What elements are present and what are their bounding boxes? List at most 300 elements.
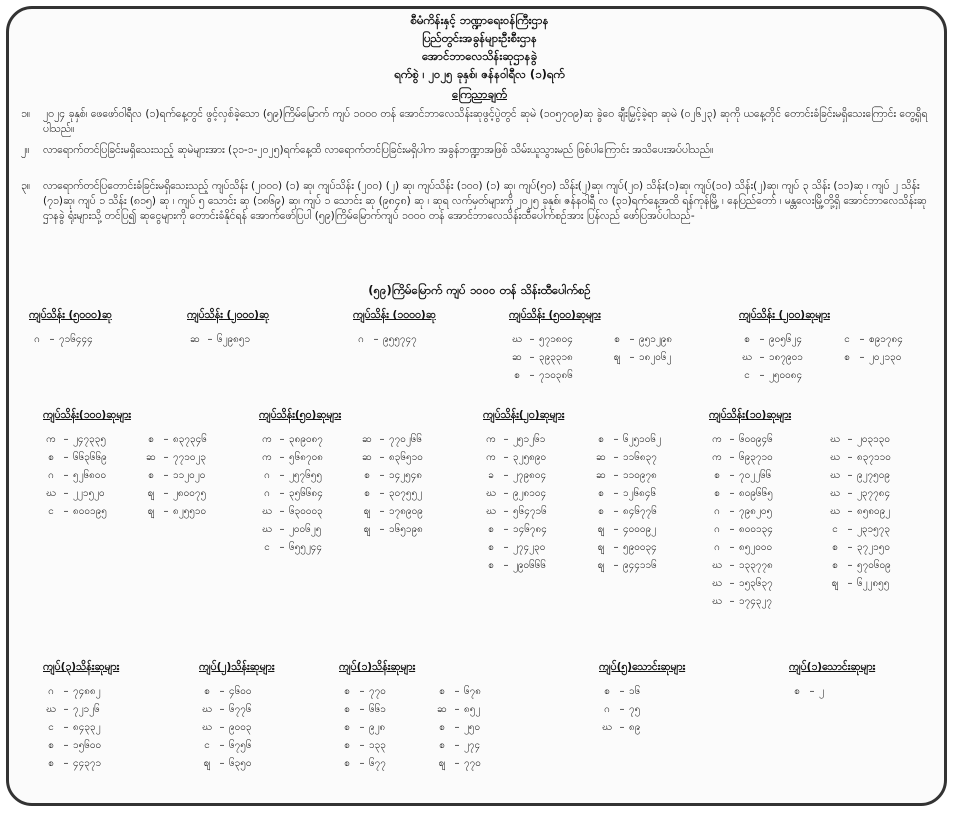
dash: – xyxy=(529,334,535,345)
ticket-digits: ၂၃၁၅၇၃ xyxy=(857,524,891,535)
dash: – xyxy=(503,542,509,553)
ticket-number xyxy=(827,523,890,537)
ticket-series: က xyxy=(486,452,496,463)
prize-section-title: ကျပ်(၅)သောင်းဆုများ xyxy=(599,661,686,673)
ticket-digits: ၆၂၉၈၅၁ xyxy=(217,334,251,345)
dash: – xyxy=(379,452,385,463)
ticket-digits: ၈၉ xyxy=(629,722,641,733)
ticket-series: စ xyxy=(844,352,850,363)
ticket-series: စ xyxy=(604,686,610,697)
paragraph-text: လာရောက်တင်ပြခြင်းမရှိသေးသည့် ဆုမဲများအား (၃၁-၁-၂၀၂၅)ရက်နေ့ထိ လာရောက်တင်ပြခြင်းမရှိပါက အခွန်ဘဏ္ဍာအဖြစ် သိမ်းယူသွားမည် ဖြစ်ပါကြောင်း အသိပေးအပ်ပါသည်။ xyxy=(43,144,714,156)
ticket-series: က xyxy=(46,434,56,445)
ticket-number xyxy=(609,333,672,347)
ticket-number xyxy=(187,333,250,347)
ticket-series: ဈ xyxy=(597,542,605,553)
prize-section-title: ကျပ်သိန်း (၂၀၀၀)ဆု xyxy=(187,309,270,321)
ticket-digits: ၉၂၇၅၀၉ xyxy=(857,470,891,481)
ticket-series: ဃ xyxy=(202,704,212,715)
ticket-number xyxy=(709,523,773,537)
dash: – xyxy=(279,470,285,481)
ticket-digits: ၂၄၇၃၃၅ xyxy=(73,434,107,445)
ticket-digits: ၈၅၂ xyxy=(464,704,481,715)
dash: – xyxy=(503,506,509,517)
ticket-number xyxy=(593,469,657,483)
dash: – xyxy=(629,352,635,363)
dash: – xyxy=(613,488,619,499)
dash: – xyxy=(219,686,225,697)
ticket-digits: ၁၃၃ xyxy=(369,740,386,751)
dash: – xyxy=(847,542,853,553)
ticket-number xyxy=(353,333,417,347)
ticket-digits: ၁၆ xyxy=(629,686,641,697)
ticket-digits: ၆၅၅၂၄၄ xyxy=(289,542,323,553)
ticket-series: စ xyxy=(714,488,720,499)
dash: – xyxy=(63,488,69,499)
ticket-digits: ၆၃၅၀ xyxy=(229,758,252,769)
ticket-number xyxy=(434,703,480,717)
ticket-series: စ xyxy=(714,470,720,481)
ticket-digits: ၆၃၀၀၀၃ xyxy=(289,506,323,517)
ticket-number xyxy=(593,559,657,573)
ticket-series: ဆ xyxy=(437,704,447,715)
ticket-number xyxy=(593,505,657,519)
ticket-digits: ၆၇၇ xyxy=(369,758,386,769)
ticket-number xyxy=(43,451,107,465)
prize-list-title: (၅၉)ကြိမ်မြောက် ကျပ် ၁၀၀၀ တန် သိန်းထီပေါက်စဉ် xyxy=(368,283,591,297)
ticket-number xyxy=(483,487,546,501)
dash: – xyxy=(219,758,225,769)
ticket-series: စ xyxy=(148,434,154,445)
ticket-number xyxy=(339,703,386,717)
ticket-series: စ xyxy=(794,686,800,697)
ticket-number xyxy=(609,351,671,365)
dash: – xyxy=(63,470,69,481)
ticket-digits: ၁၁၂၀၂၀ xyxy=(173,470,206,481)
ticket-number xyxy=(709,487,773,501)
prize-section-title: ကျပ်သိန်း(၁၀၀)ဆုများ xyxy=(43,409,131,421)
dash: – xyxy=(63,722,69,733)
ticket-number xyxy=(199,685,252,699)
ticket-digits: ၁၁၀၉၇၈ xyxy=(623,470,657,481)
ticket-series: ဂ xyxy=(714,524,720,535)
dash: – xyxy=(63,434,69,445)
ticket-number xyxy=(259,505,323,519)
ticket-digits: ၅၇၀၆၀၉ xyxy=(857,560,891,571)
ticket-digits: ၈၄၃၃၂ xyxy=(73,722,101,733)
ticket-series: က xyxy=(262,452,272,463)
ticket-series: ဃ xyxy=(202,722,212,733)
ticket-digits: ၁၇၄၃၂၇ xyxy=(739,596,773,607)
ticket-series: ဆ xyxy=(596,452,606,463)
dash: – xyxy=(729,596,735,607)
ticket-digits: ၉၅၅၇၄၇ xyxy=(383,334,417,345)
ticket-series: ဂ xyxy=(358,334,364,345)
ticket-series: စ xyxy=(832,542,838,553)
dash: – xyxy=(847,470,853,481)
prize-section xyxy=(353,309,436,345)
ticket-series: ဂ xyxy=(604,704,610,715)
dash: – xyxy=(219,740,225,751)
ticket-digits: ၅၂၆၈၀၀ xyxy=(73,470,107,481)
ticket-number xyxy=(709,577,773,591)
dash: – xyxy=(359,722,365,733)
ticket-series: စ xyxy=(364,488,370,499)
dash: – xyxy=(729,470,735,481)
dash: – xyxy=(847,434,853,445)
ticket-series: ဂ xyxy=(714,506,720,517)
ticket-digits: ၃၅၆၆၈၄ xyxy=(289,488,323,499)
dash: – xyxy=(529,370,535,381)
dash: – xyxy=(847,488,853,499)
ticket-digits: ၁၇၈၉၀၉ xyxy=(389,506,423,517)
ticket-digits: ၈၃၆၅၁၀ xyxy=(389,452,423,463)
ticket-series: စ xyxy=(488,560,494,571)
dash: – xyxy=(359,740,365,751)
dash: – xyxy=(454,758,460,769)
ticket-digits: ၆၀၀၉၄၆ xyxy=(739,434,773,445)
ticket-digits: ၂၀၂၁၃၀ xyxy=(869,352,902,363)
dash: – xyxy=(279,506,285,517)
ticket-digits: ၁၂၆၈၄၆ xyxy=(623,488,657,499)
ticket-series: ဂ xyxy=(714,542,720,553)
ticket-digits: ၉၂၈၁၀၄ xyxy=(513,488,547,499)
prize-section-title: ကျပ်သိန်း (၅၀၀)ဆုများ xyxy=(509,309,601,321)
ticket-number xyxy=(43,721,101,735)
dash: – xyxy=(847,560,853,571)
dash: – xyxy=(359,686,365,697)
dash: – xyxy=(613,434,619,445)
ticket-series: ဃ xyxy=(512,334,522,345)
ticket-number xyxy=(259,451,323,465)
prize-section xyxy=(709,409,891,607)
ticket-number xyxy=(259,469,322,483)
ticket-number xyxy=(709,595,772,609)
dash: – xyxy=(503,524,509,535)
ticket-digits: ၂၅၇၆၅၅ xyxy=(289,470,323,481)
ticket-digits: ၁၅၃၆၃၇ xyxy=(739,578,773,589)
dash: – xyxy=(219,704,225,715)
ticket-number xyxy=(199,721,252,735)
dash: – xyxy=(379,470,385,481)
ticket-series: ဂ xyxy=(48,686,54,697)
ticket-series: င xyxy=(48,506,54,517)
ticket-number xyxy=(593,541,657,555)
dash: – xyxy=(279,524,285,535)
ticket-digits: ၇၁၀၃၈၆ xyxy=(539,370,573,381)
ticket-number xyxy=(359,523,423,537)
paragraph-text: ၂၀၂၄ ခုနှစ်၊ ဖေဖော်ဝါရီလ (၁)ရက်နေ့တွင် ဖွင့်လှစ်ခဲ့သော (၅၉)ကြိမ်မြောက် ကျပ် ၁၀၀၀ တန် အောင်ဘာလေသိန်းဆုဖွင့်ပွဲတွင် ဆုမဲ (၁၀၅၇၀၉)ဆု ခွဲဝေ ချီးမြှင့်ခဲ့ရာ ဆုမဲ (၀၂၆၂၃) ဆုကို ယနေ့တိုင် တောင်းခံခြင်းမရှိသေးကြောင်း တွေ့ရှိရပါသည်။ xyxy=(43,108,928,135)
ticket-digits: ၇၁၆၄၄၄ xyxy=(59,334,93,345)
ticket-digits: ၅၆၈၇၀၈ xyxy=(289,452,323,463)
ticket-series: င xyxy=(744,370,750,381)
ticket-digits: ၂၉၀၆၆၆ xyxy=(513,560,547,571)
ticket-digits: ၄၄၃၇၁ xyxy=(73,758,102,769)
ticket-digits: ၇၅ xyxy=(629,704,641,715)
ticket-digits: ၄၀၀၀၉၂ xyxy=(623,524,657,535)
ticket-digits: ၂၈၀၀၇၅ xyxy=(173,488,207,499)
ticket-number xyxy=(827,451,891,465)
prize-section-title: ကျပ်သိန်း (၅၀၀၀)ဆု xyxy=(29,309,112,321)
ticket-series: ဃ xyxy=(46,704,56,715)
section-name: အောင်ဘာလေသိန်းဆုဌာနခွဲ xyxy=(422,49,537,63)
ticket-digits: ၈၀၉၆၆၅ xyxy=(739,488,773,499)
ticket-series: ဆ xyxy=(362,452,372,463)
dash: – xyxy=(619,686,625,697)
ticket-series: ဃ xyxy=(712,596,722,607)
ticket-number xyxy=(143,469,205,483)
dash: – xyxy=(454,704,460,715)
ticket-number xyxy=(709,559,773,573)
ticket-digits: ၁၁၆၈၃၇ xyxy=(623,452,657,463)
ticket-number xyxy=(339,685,386,699)
ticket-series: ဃ xyxy=(830,488,840,499)
ticket-digits: ၁၃၃၇၇၈ xyxy=(739,560,773,571)
ticket-series: စ xyxy=(344,740,350,751)
ticket-number xyxy=(599,685,640,699)
dash: – xyxy=(613,560,619,571)
ticket-number xyxy=(739,351,803,365)
prize-section-title: ကျပ်(၁)သိန်းဆုများ xyxy=(339,661,416,673)
ticket-series: ဃ xyxy=(830,452,840,463)
ticket-digits: ၉၅၁၂၉၈ xyxy=(639,334,673,345)
ticket-number xyxy=(483,541,545,555)
ticket-digits: ၁၆၅၁၉၈ xyxy=(389,524,423,535)
notice-title: ကြေညာချက် xyxy=(451,87,508,101)
ticket-number xyxy=(827,487,890,501)
ticket-series: ဈ xyxy=(363,524,371,535)
paragraph-text: လာရောက်တင်ပြတောင်းခံခြင်းမရှိသေးသည့် ကျပ်သိန်း (၂၀၀၀) (၁) ဆု၊ ကျပ်သိန်း (၂၀၀) (၂) ဆု၊ ကျပ်သိန်း (၁၀၀) (၁) ဆု၊ ကျပ်(၅၀) သိန်း(၂)ဆု၊ ကျပ်(၂၀) သိန်း(၁)ဆု၊ ကျပ်(၁၀) သိန်း(၂)ဆု၊ ကျပ် ၃ သိန်း (၁၁)ဆု ၊ ကျပ် ၂ သိန်း (၇၁)ဆု၊ ကျပ် ၁ သိန်း (၈၁၅) ဆု ၊ ကျပ် ၅ သောင်း ဆု (၁၈၆၉) ဆု၊ ကျပ် ၁ သောင်း ဆု (၉၈၄၈) ဆု ၊ ဆုရ လက်မှတ်များကို ၂၀၂၅ ခုနှစ်၊ ဇန်နဝါရီ လ (၃၁)ရက်နေ့အထိ ရန်ကုန်မြို့ ၊ နေပြည်တော် ၊ မန္တလေးမြို့တို့ရှိ အောင်ဘာလေသိန်းဆုဌာနခွဲ ရုံးများသို့ တင်ပြ၍ ဆုငွေများကို တောင်းခံနိုင်ရန် အောက်ဖော်ပြပါ (၅၉)ကြိမ်မြောက်ကျပ် ၁၀၀၀ တန် အောင်ဘာလေသိန်းထီပေါက်စဉ်အား ပြန်လည် ဖော်ပြအပ်ပါသည်- xyxy=(43,180,927,222)
dash: – xyxy=(759,370,765,381)
dash: – xyxy=(729,560,735,571)
ticket-series: ဃ xyxy=(712,560,722,571)
dash: – xyxy=(379,506,385,517)
ticket-digits: ၆၇၇၆ xyxy=(229,704,252,715)
dash: – xyxy=(847,578,853,589)
ticket-number xyxy=(483,433,545,447)
ticket-number xyxy=(827,433,890,447)
ticket-digits: ၁၈၇၉၀၁ xyxy=(769,352,803,363)
ticket-number xyxy=(599,721,640,735)
dash: – xyxy=(859,334,865,345)
ticket-number xyxy=(709,469,771,483)
dash: – xyxy=(279,452,285,463)
ticket-digits: ၂ xyxy=(819,686,824,697)
ticket-digits: ၆၂၂၈၅၅ xyxy=(857,578,890,589)
ticket-series: ဃ xyxy=(262,506,272,517)
ticket-series: စ xyxy=(744,334,750,345)
ticket-series: ဂ xyxy=(264,470,270,481)
ticket-number xyxy=(43,469,106,483)
prize-section-title: ကျပ်သိန်း(၅၀)ဆုများ xyxy=(259,409,342,421)
dash: – xyxy=(729,578,735,589)
ticket-number xyxy=(339,721,385,735)
ticket-number xyxy=(199,739,252,753)
ticket-number xyxy=(359,505,423,519)
ticket-digits: ၂၅၁၂၆၁ xyxy=(513,434,546,445)
ticket-number xyxy=(199,703,252,717)
ticket-number xyxy=(259,523,321,537)
ticket-digits: ၂၃၇၇၈၄ xyxy=(857,488,891,499)
ticket-digits: ၅၆၄၇၁၆ xyxy=(513,506,547,517)
ticket-number xyxy=(199,757,252,771)
ticket-number xyxy=(143,433,207,447)
ticket-digits: ၂၇၄ xyxy=(464,740,481,751)
prize-section-title: ကျပ်(၁)သောင်းဆုများ xyxy=(789,661,876,673)
ticket-number xyxy=(593,451,657,465)
ticket-digits: ၂၀၃၁၃၀ xyxy=(857,434,891,445)
ticket-number xyxy=(339,757,386,771)
ticket-digits: ၆၉၃၇၁၀ xyxy=(739,452,773,463)
ticket-digits: ၃၉၃၃၁၈ xyxy=(539,352,573,363)
dash: – xyxy=(847,506,853,517)
ticket-digits: ၈၀၀၁၉၅ xyxy=(73,506,107,517)
dash: – xyxy=(729,488,735,499)
ticket-digits: ၈၃၇၃၄၆ xyxy=(173,434,207,445)
ticket-series: စ xyxy=(598,506,604,517)
date-line: ရက်စွဲ ၊ ၂၀၂၅ ခုနှစ်၊ ဇန်နဝါရီလ (၁)ရက် xyxy=(394,67,565,81)
ticket-number xyxy=(593,487,656,501)
ticket-digits: ၈၅၂၀၀၀ xyxy=(739,542,773,553)
ticket-series: ဆ xyxy=(190,334,200,345)
dash: – xyxy=(279,488,285,499)
ticket-number xyxy=(434,739,480,753)
dash: – xyxy=(759,334,765,345)
ticket-digits: ၆၆၁ xyxy=(369,704,386,715)
ticket-digits: ၉၂၈ xyxy=(369,722,386,733)
ticket-number xyxy=(43,685,101,699)
dash: – xyxy=(163,452,169,463)
dash: – xyxy=(63,506,69,517)
ticket-digits: ၁၄၆၇၈၄ xyxy=(513,524,547,535)
dash: – xyxy=(49,334,55,345)
ticket-number xyxy=(709,505,772,519)
prize-section xyxy=(339,661,481,769)
prize-section xyxy=(789,661,876,697)
ticket-series: စ xyxy=(344,704,350,715)
ticket-digits: ၆၇၈ xyxy=(464,686,481,697)
ticket-digits: ၂၇၉၈၀၄ xyxy=(513,470,547,481)
ticket-series: စ xyxy=(344,722,350,733)
prize-section-title: ကျပ်သိန်း(၁၀)ဆုများ xyxy=(709,409,792,421)
ticket-digits: ၈၅၈၀၉၂ xyxy=(857,506,891,517)
dash: – xyxy=(359,704,365,715)
ticket-number xyxy=(509,351,573,365)
ticket-digits: ၃၇၂၁၅၀ xyxy=(857,542,891,553)
dash: – xyxy=(454,722,460,733)
ticket-number xyxy=(143,487,206,501)
ticket-digits: ၃၂၅၈၉၀ xyxy=(513,452,547,463)
ticket-digits: ၇၀၂၂၆၆ xyxy=(739,470,772,481)
prize-section xyxy=(483,409,661,571)
prize-section xyxy=(259,409,423,553)
ticket-number xyxy=(434,757,481,771)
prize-section xyxy=(29,309,112,345)
ticket-series: စ xyxy=(344,686,350,697)
ticket-series: ဈ xyxy=(831,578,839,589)
ticket-digits: ၆၂၅၁၀၆၂ xyxy=(623,434,661,445)
dash: – xyxy=(859,352,865,363)
dash: – xyxy=(63,686,69,697)
ticket-series: စ xyxy=(598,434,604,445)
prize-section xyxy=(199,661,275,769)
dash: – xyxy=(163,488,169,499)
ticket-series: ဃ xyxy=(486,506,496,517)
ticket-series: ဃ xyxy=(262,524,272,535)
paragraph-1 xyxy=(21,107,931,139)
ticket-number xyxy=(29,333,93,347)
ticket-number xyxy=(483,559,546,573)
ticket-series: ဆ xyxy=(512,352,522,363)
dash: – xyxy=(759,352,765,363)
dash: – xyxy=(729,524,735,535)
dash: – xyxy=(359,758,365,769)
ticket-number xyxy=(259,433,323,447)
ticket-digits: ၇၉၈၂၀၅ xyxy=(739,506,773,517)
ticket-number xyxy=(43,487,105,501)
ticket-digits: ၂၂၁၅၂၀ xyxy=(73,488,105,499)
ticket-number xyxy=(483,451,546,465)
ticket-series: က xyxy=(486,434,496,445)
ticket-series: စ xyxy=(439,722,445,733)
paragraph-number: ၃။ xyxy=(21,180,31,192)
ticket-number xyxy=(43,433,106,447)
ticket-series: စ xyxy=(439,686,445,697)
ticket-number xyxy=(43,505,107,519)
dash: – xyxy=(279,434,285,445)
dash: – xyxy=(847,452,853,463)
dash: – xyxy=(63,452,69,463)
ticket-series: စ xyxy=(488,524,494,535)
ticket-series: စ xyxy=(364,470,370,481)
prize-section xyxy=(739,309,903,381)
dash: – xyxy=(454,740,460,751)
ticket-number xyxy=(509,369,573,383)
dash: – xyxy=(729,506,735,517)
prize-section-title: ကျပ်(၂)သိန်းဆုများ xyxy=(199,661,275,673)
ticket-number xyxy=(709,433,773,447)
ticket-digits: ၇၇၀ xyxy=(369,686,386,697)
ticket-series: ဈ xyxy=(597,524,605,535)
ticket-number xyxy=(359,469,422,483)
dash: – xyxy=(503,470,509,481)
ticket-number xyxy=(43,703,100,717)
ticket-series: ဃ xyxy=(742,352,752,363)
ticket-digits: ၁၅၆၀၀ xyxy=(73,740,102,751)
ticket-number xyxy=(709,451,773,465)
paragraph-number: ၁။ xyxy=(21,108,31,120)
ticket-number xyxy=(43,757,101,771)
ticket-series: စ xyxy=(598,488,604,499)
ticket-digits: ၂၀၀၆၂၅ xyxy=(289,524,322,535)
dash: – xyxy=(729,542,735,553)
ticket-series: ဈ xyxy=(147,488,155,499)
dash: – xyxy=(729,434,735,445)
dash: – xyxy=(503,452,509,463)
ticket-digits: ၅၉၀၀၃၄ xyxy=(623,542,657,553)
ticket-number xyxy=(143,451,206,465)
ticket-digits: ၄၆၀၀ xyxy=(229,686,252,697)
ticket-number xyxy=(827,559,891,573)
ticket-number xyxy=(359,487,422,501)
ticket-series: ဈ xyxy=(147,506,155,517)
ticket-digits: ၁၄၂၅၄၈ xyxy=(389,470,423,481)
ticket-series: ဈ xyxy=(613,352,621,363)
dash: – xyxy=(219,722,225,733)
dash: – xyxy=(809,686,815,697)
ticket-series: စ xyxy=(488,542,494,553)
dash: – xyxy=(163,470,169,481)
ticket-digits: ၉၀၅၆၂၄ xyxy=(769,334,803,345)
